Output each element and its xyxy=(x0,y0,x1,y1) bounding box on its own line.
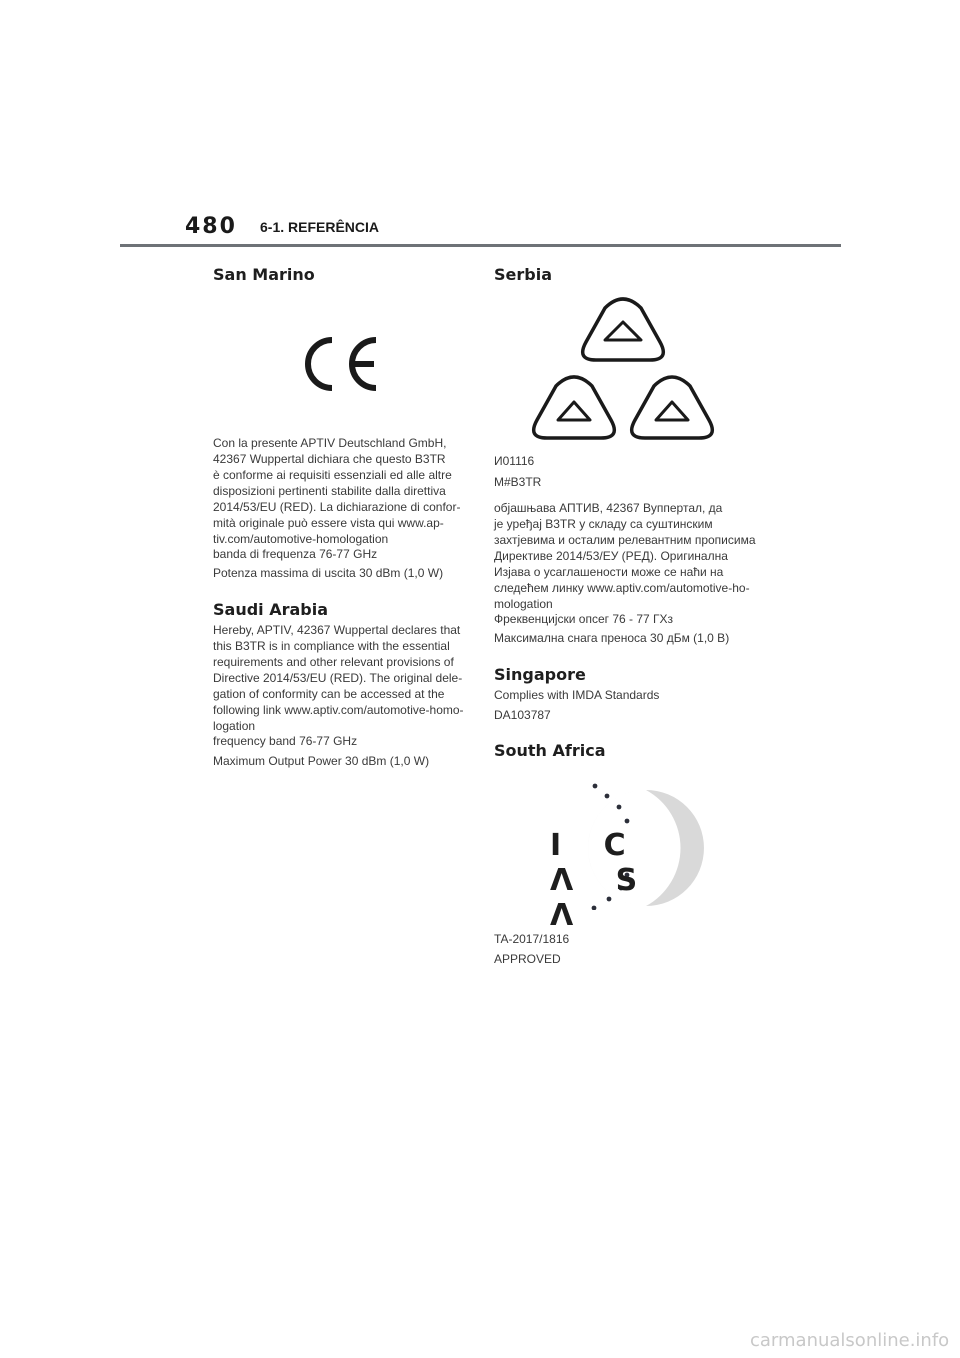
text-line: mità originale può essere vista qui www.ap- xyxy=(213,516,444,530)
south-africa-line-1: TA-2017/1816 xyxy=(494,932,570,946)
saudi-arabia-declaration xyxy=(213,622,464,734)
south-africa-heading: South Africa xyxy=(494,741,606,760)
serbia-power: Максимална снага преноса 30 дБм (1,0 В) xyxy=(494,631,730,645)
saudi-arabia-band: frequency band 76-77 GHz xyxy=(213,734,358,748)
text-line: gation of conformity can be accessed at the xyxy=(213,687,445,701)
text-line: Директиве 2014/53/ЕУ (РЕД). Оригинална xyxy=(494,549,728,563)
text-line: објашњава АПТИВ, 42367 Вуппертал, да xyxy=(494,501,723,515)
text-line: logation xyxy=(213,719,256,733)
icasa-logo-wordmark: I C Λ S Λ xyxy=(550,828,654,933)
singapore-line-1: Complies with IMDA Standards xyxy=(494,688,660,702)
icasa-lambda-a: Λ xyxy=(550,898,590,933)
text-line: Изјава о усаглашености може се наћи на xyxy=(494,565,724,579)
text-line: requirements and other relevant provisions of xyxy=(213,655,454,669)
serbia-code-2: M#B3TR xyxy=(494,475,542,489)
san-marino-band: banda di frequenza 76-77 GHz xyxy=(213,547,378,561)
icasa-logo xyxy=(544,780,704,933)
text-line: Directive 2014/53/EU (RED). The original dele- xyxy=(213,671,463,685)
south-africa-line-2: APPROVED xyxy=(494,952,561,966)
page-number: 480 xyxy=(185,214,237,239)
saudi-arabia-heading: Saudi Arabia xyxy=(213,600,329,619)
text-line: è conforme ai requisiti essenziali ed alle altre xyxy=(213,468,452,482)
text-line: 42367 Wuppertal dichiara che questo B3TR xyxy=(213,452,446,466)
serbia-declaration xyxy=(494,500,756,612)
text-line: 2014/53/EU (RED). La dichiarazione di confor- xyxy=(213,500,461,514)
text-line: је уређај B3TR у складу са суштинским xyxy=(494,517,713,531)
singapore-heading: Singapore xyxy=(494,665,586,684)
san-marino-declaration xyxy=(213,435,460,547)
icasa-lambda-a: Λ xyxy=(550,863,590,898)
text-line: захтјевима и осталим релевантним прописима xyxy=(494,533,756,547)
text-line: disposizioni pertinenti stabilite dalla direttiva xyxy=(213,484,446,498)
text-line: mologation xyxy=(494,597,553,611)
text-line: Hereby, APTIV, 42367 Wuppertal declares that xyxy=(213,623,461,637)
serbia-heading: Serbia xyxy=(494,265,552,284)
text-line: tiv.com/automotive-homologation xyxy=(213,532,389,546)
text-line: this B3TR is in compliance with the essential xyxy=(213,639,450,653)
watermark: carmanualsonline.info xyxy=(750,1330,950,1351)
chapter-title: 6-1. REFERÊNCIA xyxy=(260,219,380,235)
text-line: Con la presente APTIV Deutschland GmbH, xyxy=(213,436,447,450)
san-marino-heading: San Marino xyxy=(213,265,315,284)
ce-mark-icon xyxy=(296,334,380,394)
serbia-band: Фреквенцијски опсег 76 - 77 ГХз xyxy=(494,612,674,626)
saudi-arabia-power: Maximum Output Power 30 dBm (1,0 W) xyxy=(213,754,430,768)
singapore-line-2: DA103787 xyxy=(494,708,551,722)
san-marino-power: Potenza massima di uscita 30 dBm (1,0 W) xyxy=(213,566,444,580)
header-divider xyxy=(120,244,841,247)
text-line: following link www.aptiv.com/automotive-homo- xyxy=(213,703,464,717)
text-line: следећем линку www.aptiv.com/automotive-ho- xyxy=(494,581,750,595)
serbia-conformity-mark-icon xyxy=(528,294,718,442)
serbia-code-1: И01116 xyxy=(494,454,535,468)
